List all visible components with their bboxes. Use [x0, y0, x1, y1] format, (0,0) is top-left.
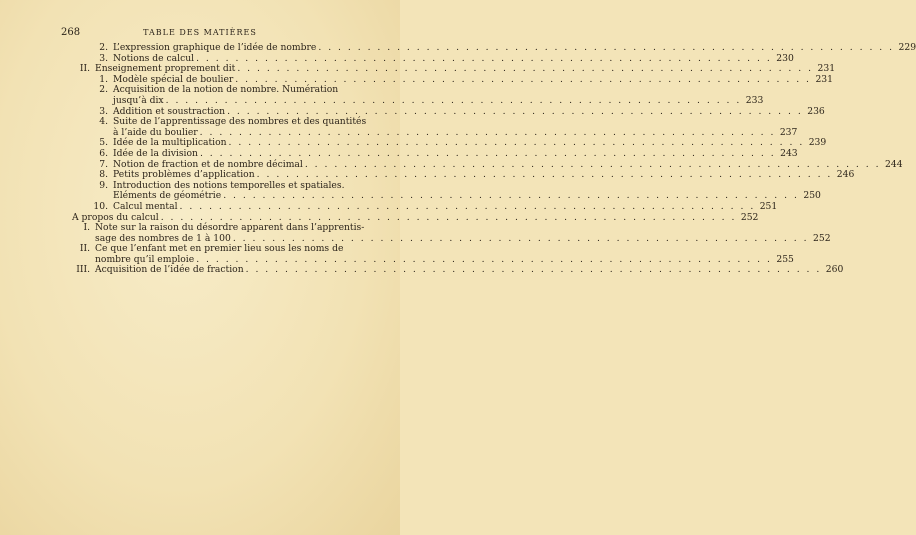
toc-entry [72, 243, 794, 265]
entry-title: Notions de calcul [113, 52, 195, 64]
entry-number: II. [79, 243, 90, 255]
entry-title: Idée de la division [113, 147, 198, 159]
entry-body [95, 244, 794, 265]
entry-number: II. [79, 63, 90, 75]
entry-number: 4. [99, 116, 108, 128]
entry-title: Enseignement proprement dit [95, 63, 236, 75]
entry-page: 243 [780, 147, 798, 159]
entry-page: 244 [885, 158, 903, 170]
entry-number: 10. [93, 200, 108, 212]
entry-title: Idée de la multiplication [113, 137, 227, 149]
toc-entry [72, 42, 916, 54]
entry-page: 251 [759, 200, 778, 212]
entry-page: 255 [776, 253, 794, 265]
toc-entry [72, 147, 798, 160]
toc-entry [72, 179, 821, 202]
entry-page: 237 [779, 126, 798, 138]
entry-number: 9. [99, 179, 108, 191]
dot-leader [316, 43, 896, 54]
entry-body [113, 117, 797, 138]
entry-title: jusqu’à dix [113, 94, 164, 106]
table-of-contents [72, 42, 916, 276]
entry-number: 6. [99, 147, 108, 159]
entry-title-line: Acquisition de la notion de nombre. Numération [113, 84, 339, 96]
entry-title-line: Ce que l’enfant met en premier lieu sous les noms de [95, 243, 344, 255]
entry-number: 3. [99, 105, 108, 117]
entry-title: Calcul mental [113, 200, 178, 212]
entry-page: 252 [813, 232, 831, 244]
entry-number: 5. [99, 137, 108, 149]
entry-number: 7. [99, 158, 108, 170]
toc-entry [72, 200, 778, 213]
dot-leader [198, 149, 778, 160]
running-head: TABLE DES MATIÈRES [143, 28, 257, 37]
entry-title: Petits problèmes d’application [113, 169, 255, 181]
page-number: 268 [61, 27, 81, 38]
entry-title-line: Suite de l’apprentissage des nombres et des quantités [113, 116, 367, 128]
entry-body [113, 181, 821, 202]
entry-page: 236 [807, 105, 825, 117]
entry-title: sage des nombres de 1 à 100 [95, 232, 231, 244]
entry-title: Addition et soustraction [113, 105, 226, 117]
entry-number: 3. [99, 52, 108, 64]
page-header [0, 27, 400, 41]
entry-page: 233 [745, 94, 764, 106]
entry-title: nombre qu’il emploie [95, 253, 195, 265]
dot-leader [164, 96, 744, 107]
entry-page: 231 [817, 63, 836, 75]
entry-number: 2. [99, 84, 108, 96]
toc-entry [72, 264, 844, 276]
entry-title: à l’aide du boulier [113, 126, 198, 138]
entry-title: Notion de fraction et de nombre décimal [113, 158, 303, 170]
entry-title: Acquisition de l’idée de fraction [95, 264, 244, 276]
entry-page: 260 [825, 264, 844, 276]
dot-leader [178, 202, 758, 213]
toc-entry [72, 222, 831, 244]
entry-page: 252 [740, 211, 759, 223]
entry-page: 246 [836, 169, 855, 181]
entry-page: 239 [808, 137, 827, 149]
entry-body [95, 223, 831, 244]
entry-number: I. [83, 222, 90, 234]
entry-title: Modèle spécial de boulier [113, 73, 234, 85]
entry-page: 229 [898, 42, 916, 53]
entry-title-line: Introduction des notions temporelles et spatiales. [113, 179, 345, 191]
toc-entry [72, 116, 798, 138]
entry-number: III. [76, 264, 90, 276]
toc-entry [72, 84, 764, 106]
entry-page: 250 [803, 190, 821, 202]
dot-leader [244, 265, 824, 276]
entry-last-line [113, 96, 763, 107]
entry-page: 231 [815, 73, 833, 85]
entry-page: 230 [776, 52, 794, 64]
entry-number: 2. [99, 42, 108, 53]
entry-title: L’expression graphique de l’idée de nombre [113, 42, 317, 53]
entry-title: Eléments de géométrie [113, 190, 222, 202]
entry-number: 1. [99, 73, 108, 85]
entry-title: A propos du calcul [72, 211, 159, 223]
entry-number: 8. [99, 169, 108, 181]
entry-title-line: Note sur la raison du désordre apparent dans l’apprentis- [95, 222, 365, 234]
entry-body [113, 85, 763, 106]
